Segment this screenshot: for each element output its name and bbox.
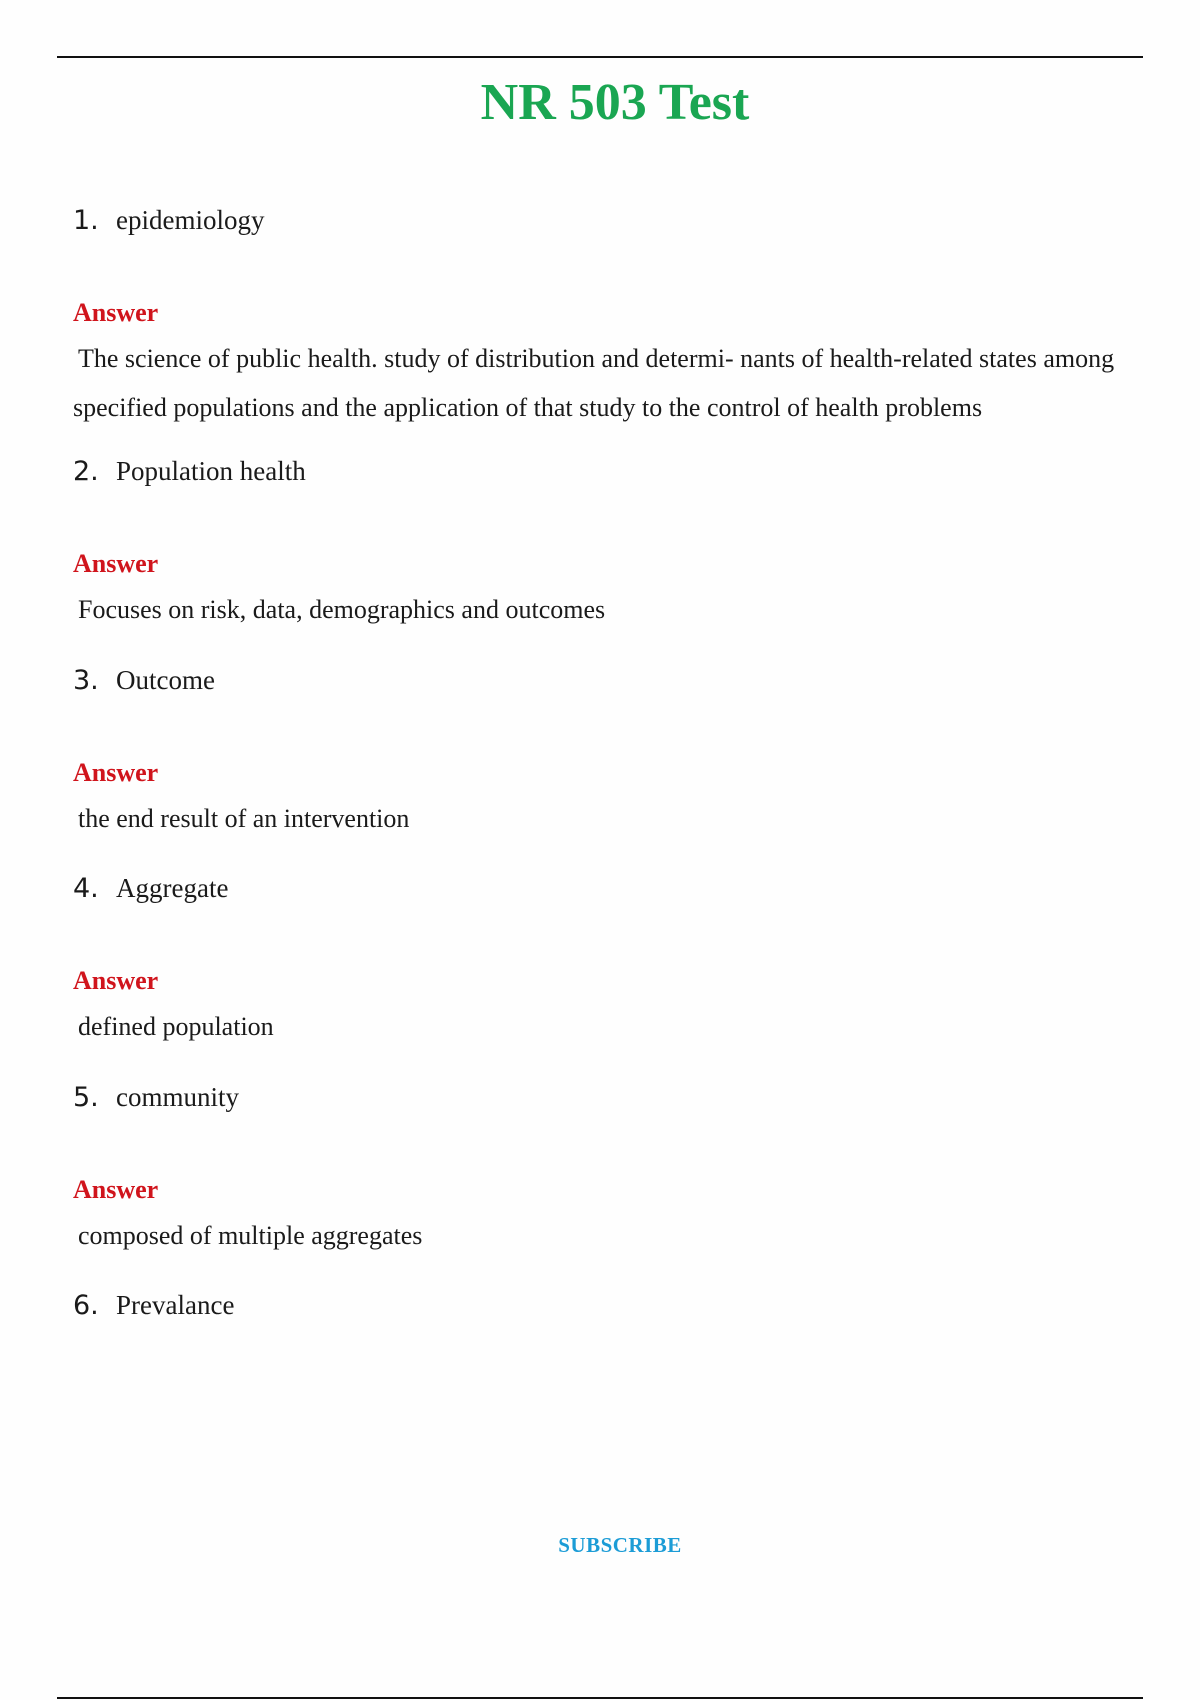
answer-text: the end result of an intervention (78, 803, 410, 833)
answer-label: Answer (73, 757, 159, 787)
qa-item (73, 1290, 1133, 1334)
subscribe-link[interactable]: SUBSCRIBE (558, 1533, 682, 1557)
answer-text: Focuses on risk, data, demographics and outcomes (78, 595, 606, 624)
qa-item (73, 456, 1133, 635)
question-number: 3. (73, 664, 99, 696)
qa-item (73, 873, 1133, 1052)
question-number: 2. (73, 456, 99, 487)
question-term: Population health (116, 456, 306, 486)
answer-text: The science of public health. study of distribution and determi- nants of health-related states among specified populations and the application of that study to the control of health problems (73, 344, 1115, 422)
question-number: 6. (73, 1290, 99, 1321)
question (73, 1082, 1133, 1126)
question (73, 873, 1133, 917)
question (73, 665, 1133, 709)
qa-item (73, 205, 1133, 432)
answer-text: composed of multiple aggregates (78, 1220, 423, 1250)
page-title: NR 503 Test (480, 74, 750, 131)
question (73, 1290, 1133, 1334)
question-term: Outcome (116, 664, 215, 695)
answer-label: Answer (73, 298, 159, 327)
question-term: Prevalance (116, 1290, 235, 1320)
bottom-rule (57, 1697, 1143, 1699)
qa-item (73, 665, 1133, 844)
question-list (73, 205, 1133, 1334)
question-term: community (116, 1081, 239, 1112)
question (73, 205, 1133, 249)
question (73, 456, 1133, 500)
answer-text: defined population (78, 1012, 274, 1041)
qa-item (73, 1082, 1133, 1261)
question-number: 1. (73, 205, 99, 236)
question-term: epidemiology (116, 205, 265, 235)
top-rule (57, 56, 1143, 58)
answer-label: Answer (73, 549, 159, 578)
question-number: 4. (73, 873, 99, 904)
answer-label: Answer (73, 966, 159, 995)
answer-label: Answer (73, 1174, 159, 1204)
question-term: Aggregate (116, 873, 229, 903)
question-number: 5. (73, 1081, 99, 1113)
